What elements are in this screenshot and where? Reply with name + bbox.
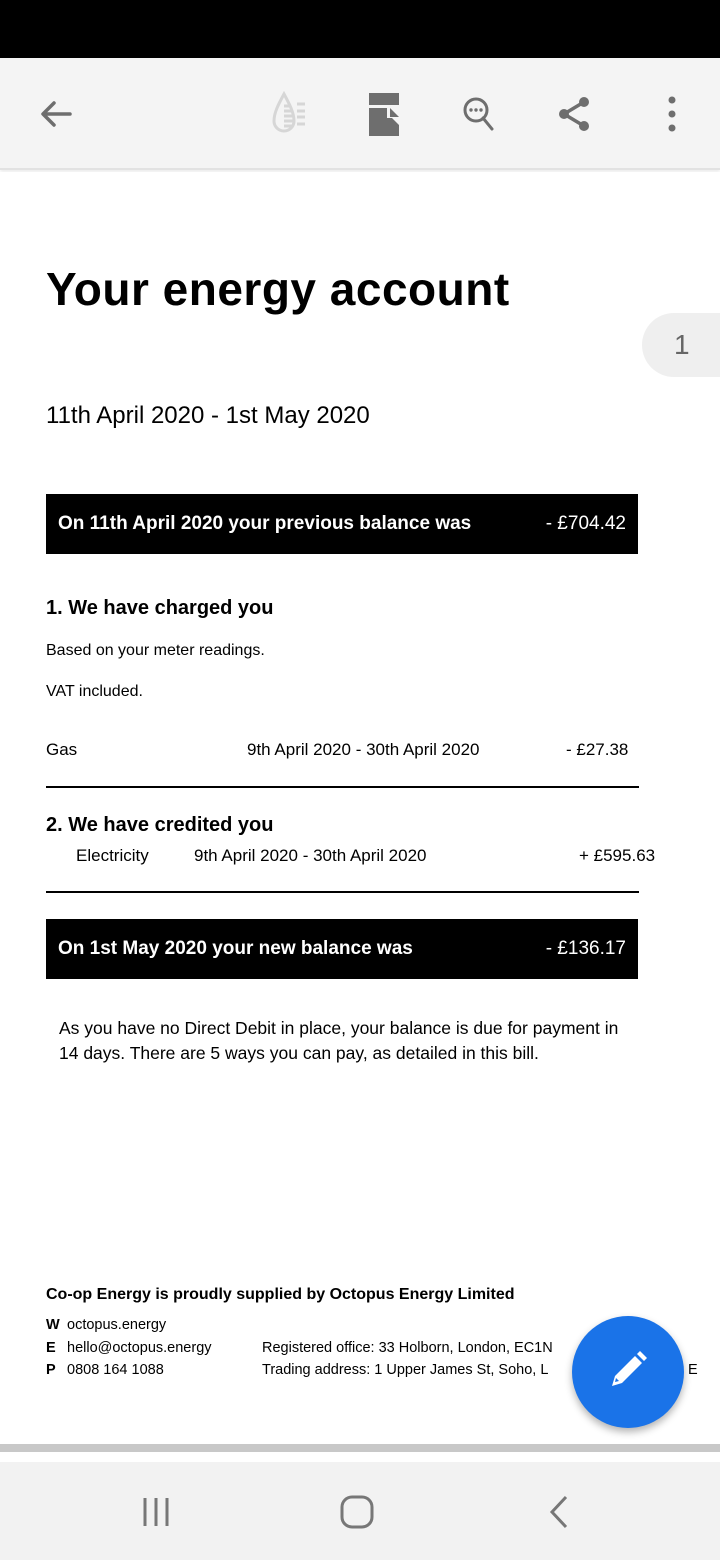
trading-address: Trading address: 1 Upper James St, Soho, L — [262, 1362, 549, 1378]
payment-note: As you have no Direct Debit in place, your balance is due for payment in 14 days. There are 5 ways you can pay, as detailed in this bill. — [59, 1018, 619, 1063]
credit-amount: + £595.63 — [579, 846, 656, 865]
edit-button[interactable] — [572, 1316, 684, 1428]
edit-pencil-icon — [604, 1346, 652, 1399]
credit-fuel: Electricity — [76, 846, 149, 865]
previous-balance-label: On 11th April 2020 your previous balance was — [58, 513, 472, 534]
web-label: W — [46, 1317, 60, 1333]
email-link[interactable]: hello@octopus.energy — [67, 1340, 212, 1356]
new-balance-label: On 1st May 2020 your new balance was — [58, 938, 413, 959]
email-label: E — [46, 1340, 56, 1356]
new-balance-banner — [46, 919, 638, 979]
registered-office: Registered office: 33 Holborn, London, EC1N — [262, 1340, 553, 1356]
website-link[interactable]: octopus.energy — [67, 1317, 167, 1333]
divider — [46, 786, 639, 788]
search-icon[interactable] — [454, 88, 506, 140]
billing-period: 11th April 2020 - 1st May 2020 — [46, 402, 370, 429]
back-icon[interactable] — [534, 1490, 584, 1534]
previous-balance-banner — [46, 494, 638, 554]
home-icon[interactable] — [332, 1490, 382, 1534]
charge-period: 9th April 2020 - 30th April 2020 — [247, 740, 480, 759]
credit-period: 9th April 2020 - 30th April 2020 — [194, 846, 427, 865]
recent-apps-icon[interactable] — [131, 1490, 181, 1534]
page-title: Your energy account — [46, 263, 510, 315]
new-balance-amount: - £136.17 — [545, 938, 626, 959]
back-arrow-icon[interactable] — [30, 88, 82, 140]
divider — [46, 891, 639, 893]
page-separator — [0, 1444, 720, 1452]
footer-heading: Co-op Energy is proudly supplied by Octopus Energy Limited — [46, 1286, 515, 1303]
credited-heading: 2. We have credited you — [46, 814, 274, 836]
reading-mode-icon[interactable] — [263, 88, 315, 140]
charged-note-vat: VAT included. — [46, 683, 143, 700]
previous-balance-amount: - £704.42 — [545, 513, 626, 534]
charge-fuel: Gas — [46, 740, 78, 759]
charge-amount: - £27.38 — [566, 740, 629, 759]
navigation-bar — [0, 1462, 720, 1560]
share-icon[interactable] — [548, 88, 600, 140]
phone-number: 0808 164 1088 — [67, 1362, 164, 1378]
page-layout-icon[interactable] — [358, 88, 410, 140]
page-number-indicator: 1 — [642, 313, 720, 377]
trading-address-tail: E — [688, 1362, 698, 1378]
toolbar — [0, 58, 720, 170]
status-bar — [0, 0, 720, 58]
charged-note-meter: Based on your meter readings. — [46, 642, 265, 659]
document-page[interactable] — [0, 172, 720, 1444]
more-options-icon[interactable] — [646, 88, 698, 140]
charged-heading: 1. We have charged you — [46, 597, 274, 619]
phone-label: P — [46, 1362, 56, 1378]
